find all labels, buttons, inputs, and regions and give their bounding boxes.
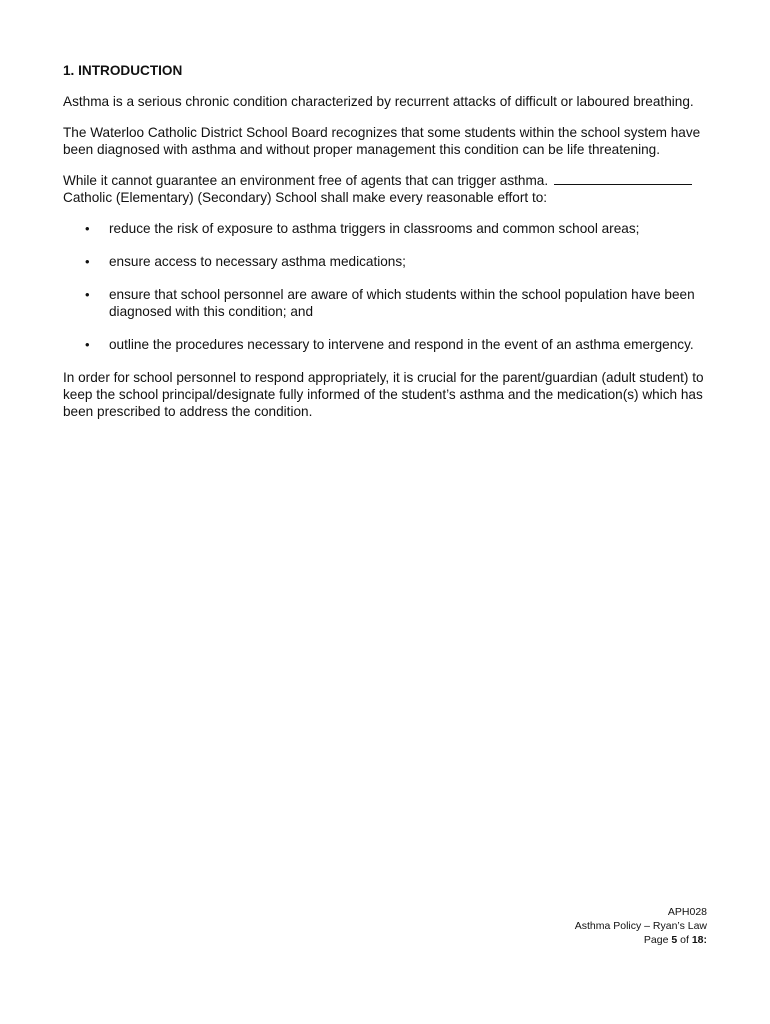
page-number	[575, 933, 707, 947]
section-heading: 1. INTRODUCTION	[63, 63, 183, 78]
effort-bullet-list	[63, 220, 713, 353]
document-body	[63, 62, 713, 434]
page-current: 5	[671, 934, 678, 946]
paragraph-parent-responsibility: In order for school personnel to respond appropriately, it is crucial for the parent/guardian (adult student) to keep the school principal/designate fully informed of the student’s asthma and the medication(s) which has been prescribed to address the condition.	[63, 370, 704, 419]
list-item-text: outline the procedures necessary to intervene and respond in the event of an asthma emergency.	[109, 337, 694, 352]
list-item-text: reduce the risk of exposure to asthma triggers in classrooms and common school areas;	[109, 221, 640, 236]
list-item-text: ensure that school personnel are aware of which students within the school population have been diagnosed with this condition; and	[109, 287, 695, 319]
document-code: APH028	[667, 906, 707, 918]
page-total: 18:	[691, 934, 707, 946]
page-prefix: Page	[643, 934, 672, 946]
list-item-text: ensure access to necessary asthma medications;	[109, 254, 406, 269]
list-item	[63, 336, 713, 353]
bullet-icon: •	[85, 221, 90, 236]
paragraph-board-recognition: The Waterloo Catholic District School Board recognizes that some students within the school system have been diagnosed with asthma and without proper management this condition can be life threatening.	[63, 125, 701, 157]
paragraph-definition: Asthma is a serious chronic condition characterized by recurrent attacks of difficult or laboured breathing.	[63, 94, 694, 109]
page-footer	[575, 905, 707, 947]
bullet-icon: •	[85, 287, 90, 302]
page-of: of	[677, 934, 692, 946]
document-title: Asthma Policy – Ryan’s Law	[574, 920, 707, 932]
bullet-icon: •	[85, 337, 90, 352]
list-item	[63, 286, 713, 320]
effort-intro-line1: While it cannot guarantee an environment free of agents that can trigger asthma.	[63, 173, 549, 188]
school-name-blank-field[interactable]	[554, 172, 692, 185]
effort-intro-line2: Catholic (Elementary) (Secondary) School shall make every reasonable effort to:	[63, 190, 548, 205]
bullet-icon: •	[85, 254, 90, 269]
paragraph-effort-intro	[63, 172, 713, 206]
list-item	[63, 253, 713, 270]
list-item	[63, 220, 713, 237]
